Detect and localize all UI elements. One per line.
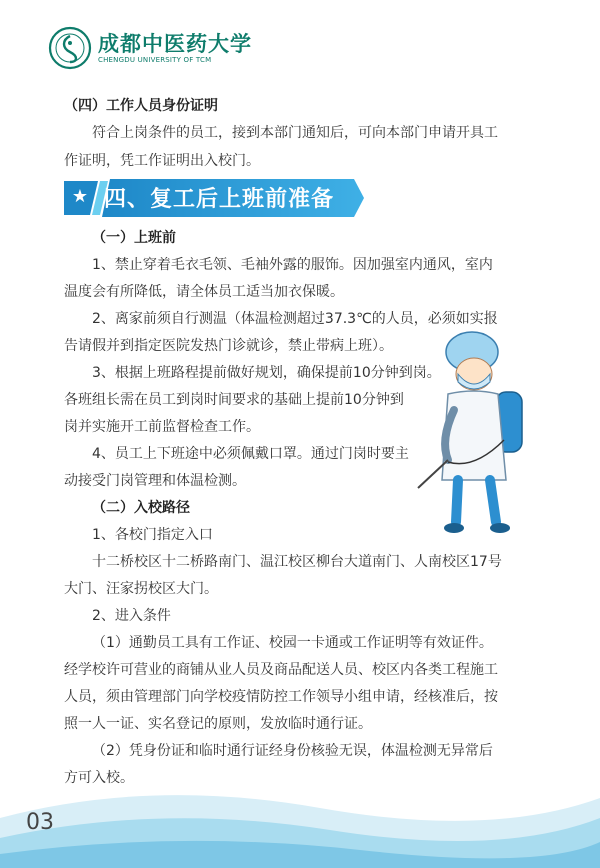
paragraph-line: 1、各校门指定入口 [92, 527, 213, 543]
logo-english-name: CHENGDU UNIVERSITY OF TCM [98, 56, 212, 64]
paragraph-line: 动接受门岗管理和体温检测。 [64, 473, 246, 489]
paragraph-line: 4、员工上下班途中必须佩戴口罩。通过门岗时要主 [92, 446, 409, 462]
paragraph-line: 3、根据上班路程提前做好规划，确保提前10分钟到岗。 [92, 365, 441, 381]
subsection-heading-before-work: （一）上班前 [92, 230, 176, 246]
paragraph-line: 2、离家前须自行测温（体温检测超过37.3℃的人员，必须如实报 [92, 311, 498, 327]
paragraph-line: 作证明，凭工作证明出入校门。 [64, 153, 260, 169]
paragraph-line: 人员，须由管理部门向学校疫情防控工作领导小组申请，经核准后，按 [64, 689, 498, 705]
page-number: 03 [26, 810, 54, 835]
paragraph-line: （1）通勤员工具有工作证、校园一卡通或工作证明等有效证件。 [92, 635, 493, 651]
paragraph-line: 2、进入条件 [92, 608, 171, 624]
paragraph-line: 温度会有所降低，请全体员工适当加衣保暖。 [64, 284, 344, 300]
paragraph-line: 照一人一证、实名登记的原则，发放临时通行证。 [64, 716, 372, 732]
chapter-title: 四、复工后上班前准备 [104, 187, 335, 212]
paragraph-line: 岗并实施开工前监督检查工作。 [64, 419, 260, 435]
section-heading-identity-proof: （四）工作人员身份证明 [64, 98, 218, 114]
star-icon: ★ [71, 186, 89, 207]
logo-chinese-name: 成都中医药大学 [98, 31, 252, 56]
disinfection-worker-illustration [414, 330, 544, 540]
paragraph-line: 方可入校。 [64, 770, 134, 786]
university-logo [48, 26, 252, 72]
paragraph-line: 十二桥校区十二桥路南门、温江校区柳台大道南门、人南校区17号 [92, 554, 502, 570]
paragraph-line: 1、禁止穿着毛衣毛领、毛袖外露的服饰。因加强室内通风，室内 [92, 257, 493, 273]
university-emblem-icon [48, 26, 92, 70]
paragraph-line: 大门、汪家拐校区大门。 [64, 581, 218, 597]
paragraph-line: 经学校许可营业的商铺从业人员及商品配送人员、校区内各类工程施工 [64, 662, 498, 678]
paragraph-line: 各班组长需在员工到岗时间要求的基础上提前10分钟到 [64, 392, 404, 408]
paragraph-line: 告请假并到指定医院发热门诊就诊，禁止带病上班）。 [64, 338, 393, 354]
paragraph-line: （2）凭身份证和临时通行证经身份核验无误，体温检测无异常后 [92, 743, 493, 759]
subsection-heading-entry-route: （二）入校路径 [92, 500, 190, 516]
paragraph-line: 符合上岗条件的员工，接到本部门通知后，可向本部门申请开具工 [92, 125, 498, 141]
chapter-banner [64, 177, 364, 219]
bottom-wave-decoration [0, 758, 600, 868]
